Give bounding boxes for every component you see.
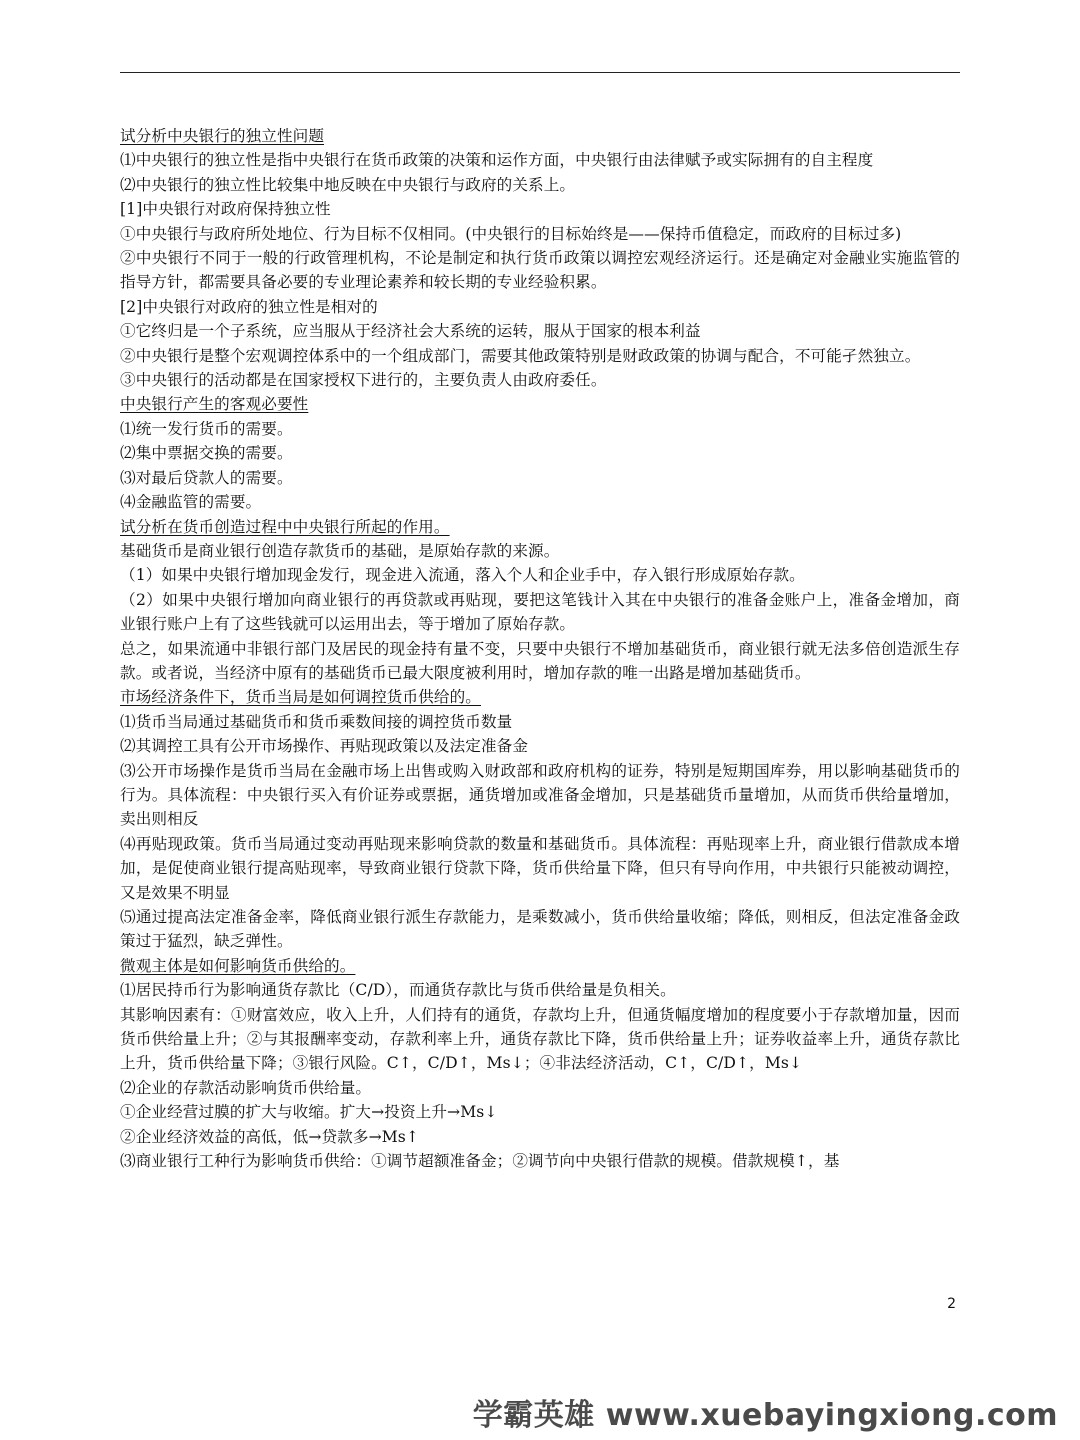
paragraph-line: ②企业经济效益的高低，低→贷款多→Ms↑ xyxy=(120,1127,420,1146)
paragraph-line: ⑵中央银行的独立性比较集中地反映在中央银行与政府的关系上。 xyxy=(120,175,576,194)
paragraph-line: ⑵其调控工具有公开市场操作、再贴现政策以及法定准备金 xyxy=(120,737,529,756)
paragraph-line: ⑴中央银行的独立性是指中央银行在货币政策的决策和运作方面，中央银行由法律赋予或实际拥有的自主程度 xyxy=(120,151,874,170)
paragraph-line: ①中央银行与政府所处地位、行为目标不仅相同。(中央银行的目标始终是——保持币值稳定，而政府的目标过多) xyxy=(120,224,902,243)
site-watermark: 学霸英雄 www.xuebayingxiong.com xyxy=(472,1398,1058,1433)
paragraph-line: （1）如果中央银行增加现金发行，现金进入流通，落入个人和企业手中，存入银行形成原始存款。 xyxy=(120,566,805,585)
paragraph-line: 其影响因素有：①财富效应，收入上升，人们持有的通货，存款均上升，但通货幅度增加的程度要小于存款增加量，因而货币供给量上升；②与其报酬率变动，存款利率上升，通货存款比下降，货币供给量上升；证券收益率上升，通货存款比上升，货币供给量下降；③银行风险。C↑，C/D↑，Ms↓；④非法经济活动，C↑，C/D↑，Ms↓ xyxy=(120,1005,960,1073)
paragraph-line: ⑵企业的存款活动影响货币供给量。 xyxy=(120,1078,372,1097)
document-body xyxy=(120,124,960,1173)
section-heading xyxy=(120,954,960,978)
heading-text: 试分析在货币创造过程中中央银行所起的作用。 xyxy=(120,517,450,536)
paragraph-line: 基础货币是商业银行创造存款货币的基础，是原始存款的来源。 xyxy=(120,541,560,560)
section-heading xyxy=(120,124,960,148)
heading-text: 微观主体是如何影响货币供给的。 xyxy=(120,956,356,975)
paragraph-line: [2]中央银行对政府的独立性是相对的 xyxy=(120,297,378,316)
page-number: 2 xyxy=(947,1296,956,1312)
section-heading xyxy=(120,392,960,416)
paragraph-line: ⑶公开市场操作是货币当局在金融市场上出售或购入财政部和政府机构的证券，特别是短期国库券，用以影响基础货币的行为。具体流程：中央银行买入有价证券或票据，通货增加或准备金增加，只是基础货币量增加，从而货币供给量增加，卖出则相反 xyxy=(120,761,960,829)
paragraph-line: ⑴居民持币行为影响通货存款比（C/D），而通货存款比与货币供给量是负相关。 xyxy=(120,981,676,1000)
paragraph-line: ⑴统一发行货币的需要。 xyxy=(120,419,293,438)
heading-text: 中央银行产生的客观必要性 xyxy=(120,395,309,414)
paragraph-line: ①企业经营过膜的扩大与收缩。扩大→投资上升→Ms↓ xyxy=(120,1103,498,1122)
paragraph-line: （2）如果中央银行增加向商业银行的再贷款或再贴现，要把这笔钱计入其在中央银行的准备金账户上，准备金增加，商业银行账户上有了这些钱就可以运用出去，等于增加了原始存款。 xyxy=(120,590,960,634)
paragraph-line: ②中央银行是整个宏观调控体系中的一个组成部门，需要其他政策特别是财政政策的协调与配合，不可能孑然独立。 xyxy=(120,346,921,365)
paragraph-line: [1]中央银行对政府保持独立性 xyxy=(120,200,331,219)
paragraph-line: ⑶商业银行工种行为影响货币供给：①调节超额准备金；②调节向中央银行借款的规模。借款规模↑，基 xyxy=(120,1152,840,1171)
paragraph-line: ⑴货币当局通过基础货币和货币乘数间接的调控货币数量 xyxy=(120,712,513,731)
header-rule xyxy=(120,72,960,73)
paragraph-line: ⑷再贴现政策。货币当局通过变动再贴现来影响贷款的数量和基础货币。具体流程：再贴现率上升，商业银行借款成本增加，是促使商业银行提高贴现率，导致商业银行贷款下降，货币供给量下降，但只有导向作用，中共银行只能被动调控，又是效果不明显 xyxy=(120,834,960,902)
paragraph-line: ⑵集中票据交换的需要。 xyxy=(120,444,293,463)
section-heading xyxy=(120,515,960,539)
paragraph-line: ③中央银行的活动都是在国家授权下进行的，主要负责人由政府委任。 xyxy=(120,371,607,390)
paragraph-line: 总之，如果流通中非银行部门及居民的现金持有量不变，只要中央银行不增加基础货币，商业银行就无法多倍创造派生存款。或者说，当经济中原有的基础货币已最大限度被利用时，增加存款的唯一出路是增加基础货币。 xyxy=(120,639,960,682)
paragraph-line: ⑶对最后贷款人的需要。 xyxy=(120,468,293,487)
paragraph-line: ②中央银行不同于一般的行政管理机构，不论是制定和执行货币政策以调控宏观经济运行。还是确定对金融业实施监管的指导方针，都需要具备必要的专业理论素养和较长期的专业经验积累。 xyxy=(120,249,960,292)
section-heading xyxy=(120,685,960,709)
paragraph-line: ⑸通过提高法定准备金率，降低商业银行派生存款能力，是乘数减小，货币供给量收缩；降低，则相反，但法定准备金政策过于猛烈，缺乏弹性。 xyxy=(120,908,960,951)
heading-text: 市场经济条件下，货币当局是如何调控货币供给的。 xyxy=(120,688,481,707)
heading-text: 试分析中央银行的独立性问题 xyxy=(120,127,325,145)
paragraph-line: ①它终归是一个子系统，应当服从于经济社会大系统的运转，服从于国家的根本利益 xyxy=(120,322,701,341)
paragraph-line: ⑷金融监管的需要。 xyxy=(120,493,262,512)
